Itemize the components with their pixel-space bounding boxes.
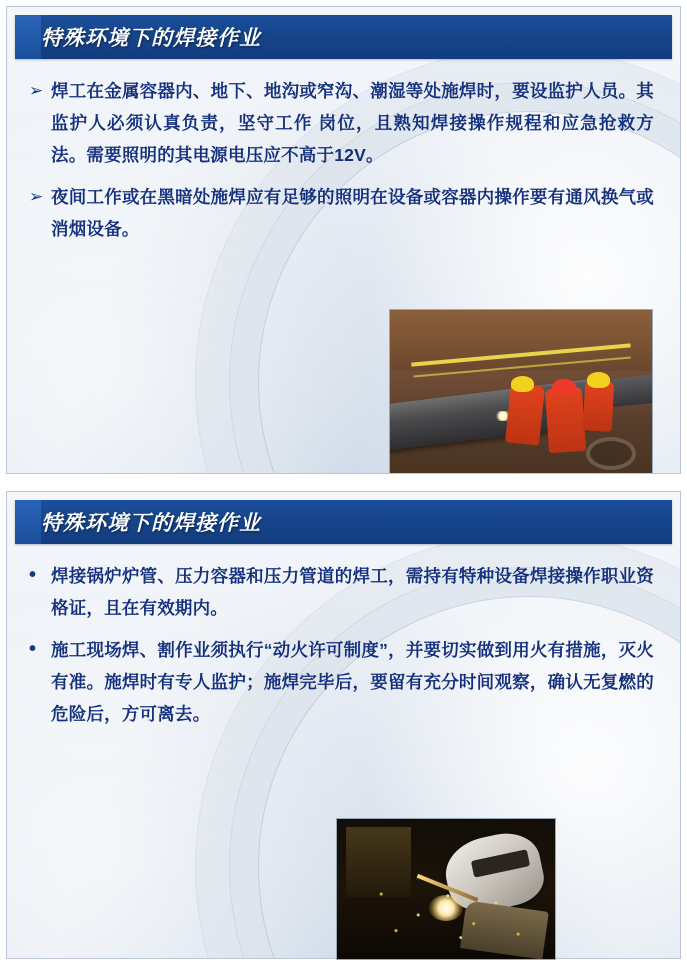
slide-1-bullet-2-text: 夜间工作或在黑暗处施焊应有足够的照明在设备或容器内操作要有通风换气或消烟设备。 xyxy=(51,187,654,239)
dot-bullet-icon: • xyxy=(29,564,37,586)
slide-2-title-bar xyxy=(15,500,672,544)
slide-1-title-accent xyxy=(15,15,41,59)
photo-helmet-3 xyxy=(587,372,611,388)
photo-helmet-1 xyxy=(511,376,535,392)
slide-2-bullet-list xyxy=(7,544,680,730)
slide-1-title: 特殊环境下的焊接作业 xyxy=(41,27,261,50)
slide-1-bullet-1 xyxy=(29,75,654,171)
slide-2-title: 特殊环境下的焊接作业 xyxy=(41,512,261,535)
slide-1-content xyxy=(7,15,680,474)
slide-2-bullet-1-text: 焊接锅炉炉管、压力容器和压力管道的焊工，需持有特种设备焊接操作职业资格证，且在有效期内。 xyxy=(51,566,654,618)
slide-1 xyxy=(6,6,681,474)
slide-1-bullet-2 xyxy=(29,181,654,245)
slide-2-bullet-2 xyxy=(29,634,654,730)
dot-bullet-icon: • xyxy=(29,638,37,660)
welder-sparks-photo xyxy=(336,818,556,960)
slide-1-bullet-list xyxy=(7,59,680,245)
pipeline-welding-photo xyxy=(389,309,653,474)
photo-worker-2 xyxy=(545,387,586,453)
photo-sparks xyxy=(359,861,544,948)
photo-helmet-2 xyxy=(552,379,576,395)
slide-2-bullet-1 xyxy=(29,560,654,624)
slide-1-bullet-1-text: 焊工在金属容器内、地下、地沟或窄沟、潮湿等处施焊时，要设监护人员。其监护人必须认真负责，坚守工作 岗位，且熟知焊接操作规程和应急抢救方法。需要照明的其电源电压应不高于12V。 xyxy=(51,81,654,165)
slide-2-bullet-2-text: 施工现场焊、割作业须执行“动火许可制度”，并要切实做到用火有措施，灭火有准。施焊时有专人监护；施焊完毕后，要留有充分时间观察，确认无复燃的危险后，方可离去。 xyxy=(51,640,654,724)
slide-2-title-accent xyxy=(15,500,41,544)
photo-worker-3 xyxy=(583,380,614,431)
arrow-bullet-icon: ➢ xyxy=(29,187,44,206)
photo-worker-1 xyxy=(505,383,545,445)
arrow-bullet-icon: ➢ xyxy=(29,81,44,100)
slide-1-title-bar xyxy=(15,15,672,59)
